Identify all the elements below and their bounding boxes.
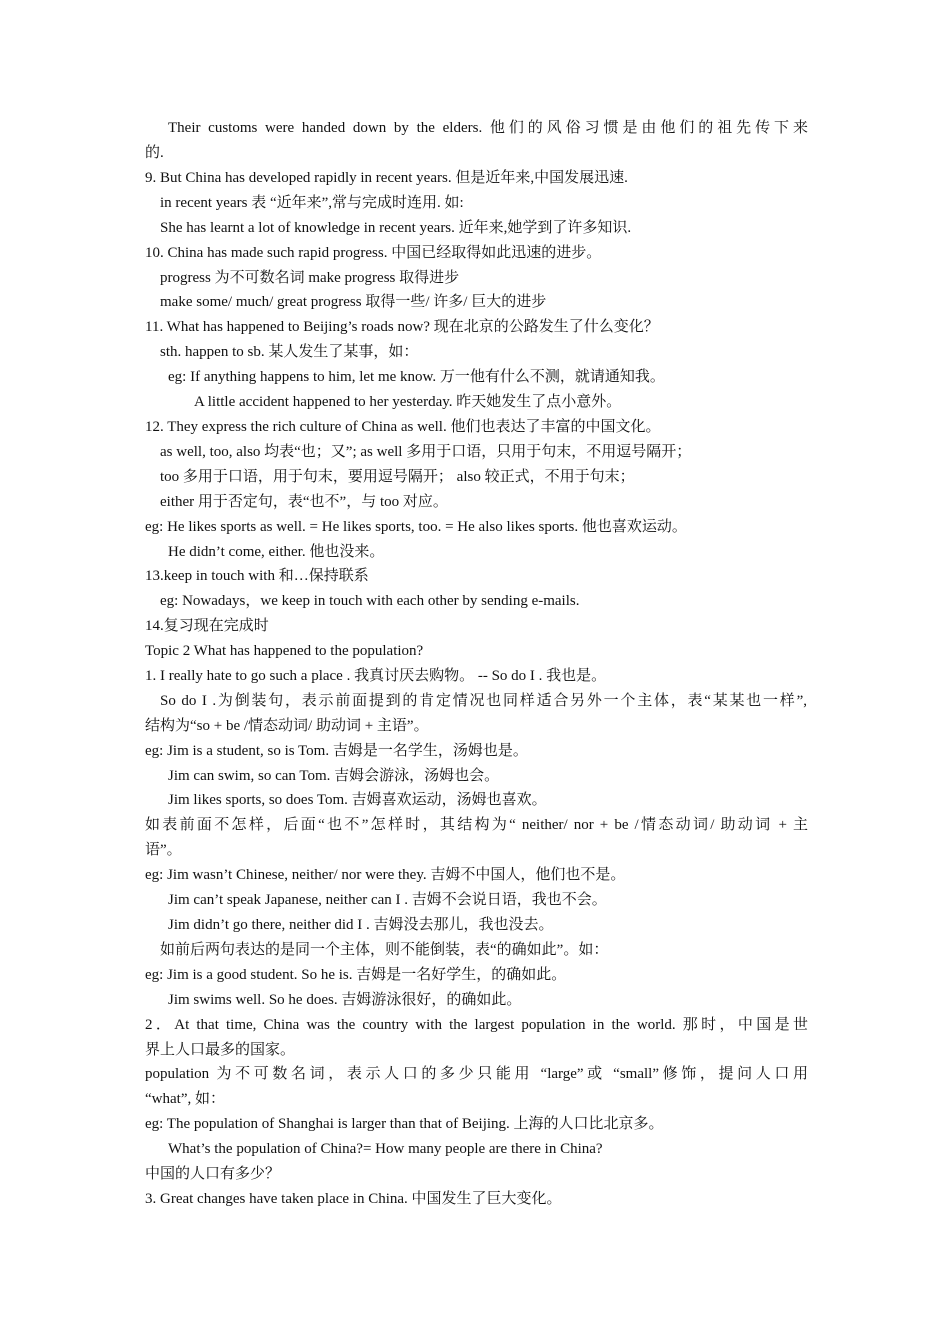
text-line: eg: If anything happens to him, let me know. 万一他有什么不测，就请通知我。 [168,369,665,385]
text-line: Their customs were handed down by the elders. 他们的风俗习惯是由他们的祖先传下来 [168,120,808,136]
text-line: as well, too, also 均表“也；又”; as well 多用于口语，只用于句末，不用逗号隔开； [160,444,692,460]
text-line: 的. [145,145,164,161]
text-line: He didn’t come, either. 他也没来。 [168,544,385,560]
text-line: Jim can’t speak Japanese, neither can I . 吉姆不会说日语，我也不会。 [168,892,607,908]
text-line: population 为不可数名词，表示人口的多少只能用 “large”或 “small”修饰，提问人口用 [145,1066,808,1082]
section-heading: Topic 2 What has happened to the population? [145,643,424,659]
text-line: eg: Jim is a student, so is Tom. 吉姆是一名学生，汤姆也是。 [145,743,528,759]
text-line: 13.keep in touch with 和…保持联系 [145,568,369,584]
text-line: eg: Jim wasn’t Chinese, neither/ nor were they. 吉姆不中国人，他们也不是。 [145,867,626,883]
text-line: 11. What has happened to Beijing’s roads now? 现在北京的公路发生了什么变化？ [145,319,659,335]
text-line: progress 为不可数名词 make progress 取得进步 [160,270,460,286]
text-line: 2．At that time, China was the country with the largest population in the world. 那时，中国是世 [145,1017,808,1033]
text-line: 语”。 [145,842,182,858]
text-line: too 多用于口语，用于句末，要用逗号隔开； also 较正式，不用于句末； [160,469,635,485]
text-line: eg: The population of Shanghai is larger than that of Beijing. 上海的人口比北京多。 [145,1116,664,1132]
text-line: So do I .为倒装句，表示前面提到的肯定情况也同样适合另外一个主体，表“某某也一样”, [160,693,807,709]
text-line: Jim didn’t go there, neither did I . 吉姆没去那儿，我也没去。 [168,917,554,933]
text-line: eg: Jim is a good student. So he is. 吉姆是一名好学生，的确如此。 [145,967,567,983]
text-line: 1. I really hate to go such a place . 我真讨厌去购物。 -- So do I . 我也是。 [145,668,607,684]
text-line: 结构为“so + be /情态动词/ 助动词 + 主语”。 [145,718,429,734]
text-line: in recent years 表 “近年来”,常与完成时连用. 如: [160,195,464,211]
text-line: either 用于否定句，表“也不”，与 too 对应。 [160,494,448,510]
text-line: make some/ much/ great progress 取得一些/ 许多/ 巨大的进步 [160,294,547,310]
text-line: Jim swims well. So he does. 吉姆游泳很好，的确如此。 [168,992,522,1008]
text-line: She has learnt a lot of knowledge in recent years. 近年来,她学到了许多知识. [160,220,632,236]
text-line: 如表前面不怎样，后面“也不”怎样时，其结构为“ neither/ nor + be /情态动词/ 助动词 + 主 [145,817,808,833]
text-line: 9. But China has developed rapidly in recent years. 但是近年来,中国发展迅速. [145,170,628,186]
text-line: 中国的人口有多少？ [145,1166,281,1182]
text-line: “what”, 如： [145,1091,225,1107]
text-line: 10. China has made such rapid progress. 中国已经取得如此迅速的进步。 [145,245,602,261]
text-line: What’s the population of China?= How many people are there in China? [168,1141,603,1157]
text-line: 界上人口最多的国家。 [145,1042,296,1058]
text-line: 12. They express the rich culture of China as well. 他们也表达了丰富的中国文化。 [145,419,661,435]
text-line: Jim can swim, so can Tom. 吉姆会游泳，汤姆也会。 [168,768,500,784]
text-line: eg: Nowadays，we keep in touch with each other by sending e-mails. [160,593,580,609]
text-line: 如前后两句表达的是同一个主体，则不能倒装，表“的确如此”。如： [160,942,609,958]
text-line: sth. happen to sb. 某人发生了某事，如： [160,344,419,360]
text-line: A little accident happened to her yesterday. 昨天她发生了点小意外。 [194,394,622,410]
text-line: eg: He likes sports as well. = He likes sports, too. = He also likes sports. 他也喜欢运动。 [145,519,687,535]
text-line: 3. Great changes have taken place in China. 中国发生了巨大变化。 [145,1191,562,1207]
text-line: Jim likes sports, so does Tom. 吉姆喜欢运动，汤姆也喜欢。 [168,792,547,808]
text-line: 14.复习现在完成时 [145,618,269,634]
